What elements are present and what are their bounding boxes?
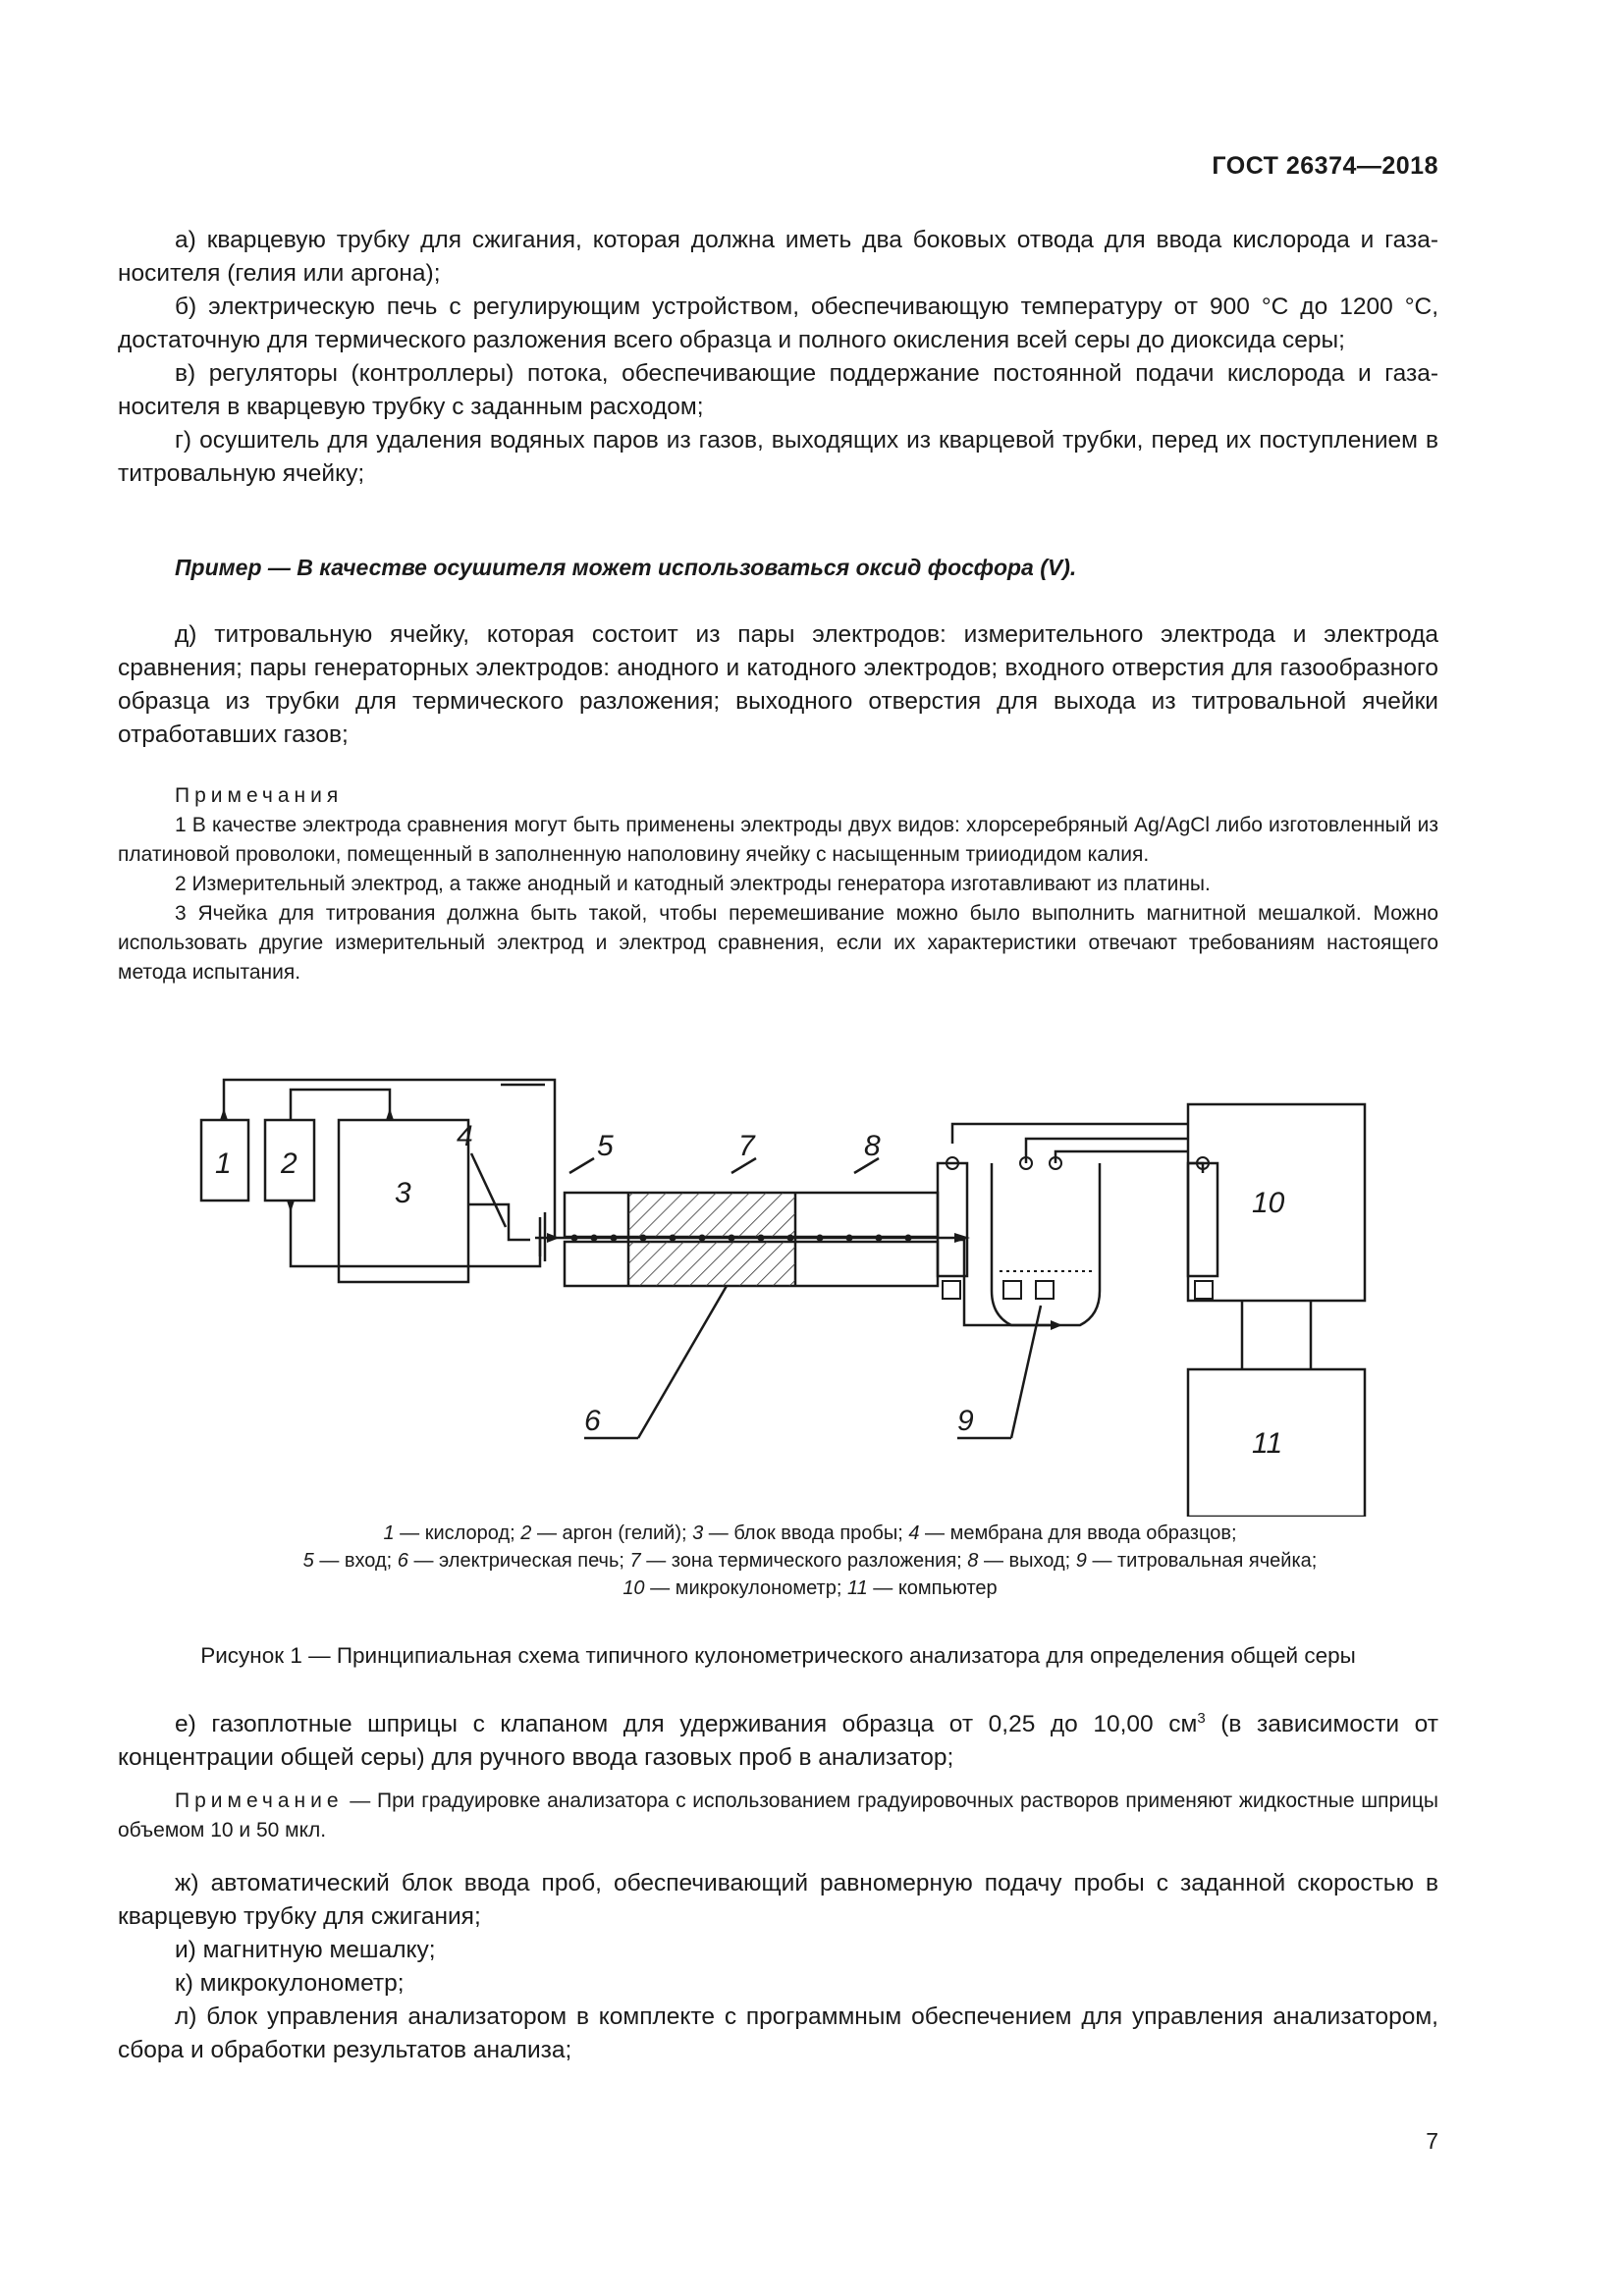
label-6: 6 (584, 1405, 601, 1437)
item-a: а) кварцевую трубку для сжигания, которая должна иметь два боковых отвода для ввода кислорода и газа-носителя (гелия или аргона); (118, 227, 1438, 287)
item-l: л) блок управления анализатором в комплекте с программным обеспечением для управления анализатором, сбора и обработки результатов анализа; (118, 2003, 1438, 2063)
item-d-block (118, 618, 1438, 752)
label-10: 10 (1252, 1187, 1285, 1219)
note-single (118, 1787, 1438, 1845)
item-b: б) электрическую печь с регулирующим устройством, обеспечивающую температуру от 900 °С до 1200 °С, достаточную для термического разложения всего образца и полного окисления всей серы до диоксида серы; (118, 294, 1438, 353)
note-single-title: Примечание (175, 1789, 344, 1812)
item-v: в) регуляторы (контроллеры) потока, обеспечивающие поддержание постоянной подачи кислорода и газа-носителя в кварцевую трубку с заданным расходом; (118, 360, 1438, 420)
note-3: 3 Ячейка для титрования должна быть такой, чтобы перемешивание можно было выполнить магнитной мешалкой. Можно использовать другие измерительный электрод и электрод сравнения, если их характеристики отвечают требованиям настоящего метода испытания. (118, 902, 1438, 984)
note-2: 2 Измерительный электрод, а также анодный и катодный электроды генератора изготавливают из платины. (175, 873, 1211, 895)
label-9: 9 (957, 1405, 974, 1437)
figure-legend (147, 1520, 1473, 1602)
legend-line-2: 5 — вход; 6 — электрическая печь; 7 — зона термического разложения; 8 — выход; 9 — титровальная ячейка; (302, 1550, 1318, 1572)
legend-line-3: 10 — микрокулонометр; 11 — компьютер (622, 1577, 998, 1599)
hatch-top (628, 1193, 795, 1237)
item-zh: ж) автоматический блок ввода проб, обеспечивающий равномерную подачу пробы с заданной скоростью в кварцевую трубку для сжигания; (118, 1870, 1438, 1930)
item-k: к) микрокулонометр; (175, 1970, 405, 1997)
legend-line-1: 1 — кислород; 2 — аргон (гелий); 3 — блок ввода пробы; 4 — мембрана для ввода образцов; (383, 1522, 1237, 1544)
label-3: 3 (395, 1177, 411, 1209)
label-2: 2 (281, 1148, 298, 1180)
item-g: г) осушитель для удаления водяных паров из газов, выходящих из кварцевой трубки, перед их поступлением в титровальную ячейку; (118, 427, 1438, 487)
label-1: 1 (215, 1148, 232, 1180)
label-7: 7 (738, 1130, 755, 1162)
hatch-bottom (628, 1242, 795, 1286)
items-bottom-block (118, 1867, 1438, 2067)
label-5: 5 (597, 1130, 614, 1162)
label-11: 11 (1252, 1427, 1283, 1460)
notes-block (118, 781, 1438, 988)
label-4: 4 (457, 1120, 473, 1152)
item-e: е) газоплотные шприцы с клапаном для удерживания образца от 0,25 до 10,00 $см^3$ (в зависимости от концентрации общей серы) для ручного ввода газовых проб в анализатор; (118, 1710, 1438, 1771)
item-e-block (118, 1708, 1438, 1775)
example-text: Пример — В качестве осушителя может использоваться оксид фосфора (V). (175, 555, 1077, 580)
electrode-right (1188, 1163, 1217, 1276)
document-id: ГОСТ 26374—2018 (1212, 152, 1438, 180)
page-number: 7 (1426, 2128, 1438, 2154)
figure-caption: Рисунок 1 — Принципиальная схема типичного кулонометрического анализатора для определения общей серы (200, 1643, 1356, 1668)
titration-cell (992, 1163, 1100, 1325)
item-i: и) магнитную мешалку; (175, 1937, 436, 1963)
label-8: 8 (864, 1130, 881, 1162)
item-d: д) титровальную ячейку, которая состоит из пары электродов: измерительного электрода и электрода сравнения; пары генераторных электродов: анодного и катодного электродов; входного отверстия для газообразного образца из трубки для термического разложения; выходного отверстия для выхода из титровальной ячейки отработавших газов; (118, 621, 1438, 748)
note-single-text: — При градуировке анализатора с использованием градуировочных растворов применяют жидкостные шприцы объемом 10 и 50 мкл. (118, 1789, 1438, 1842)
items-top-block (118, 224, 1438, 491)
electrode-left (938, 1163, 967, 1276)
note-1: 1 В качестве электрода сравнения могут быть применены электроды двух видов: хлорсеребряный Ag/AgCl либо изготовленный из платиновой проволоки, помещенный в заполненную наполовину ячейку с насыщенным трииодидом калия. (118, 814, 1438, 866)
analyzer-diagram (177, 1065, 1404, 1517)
notes-title: Примечания (175, 784, 344, 807)
